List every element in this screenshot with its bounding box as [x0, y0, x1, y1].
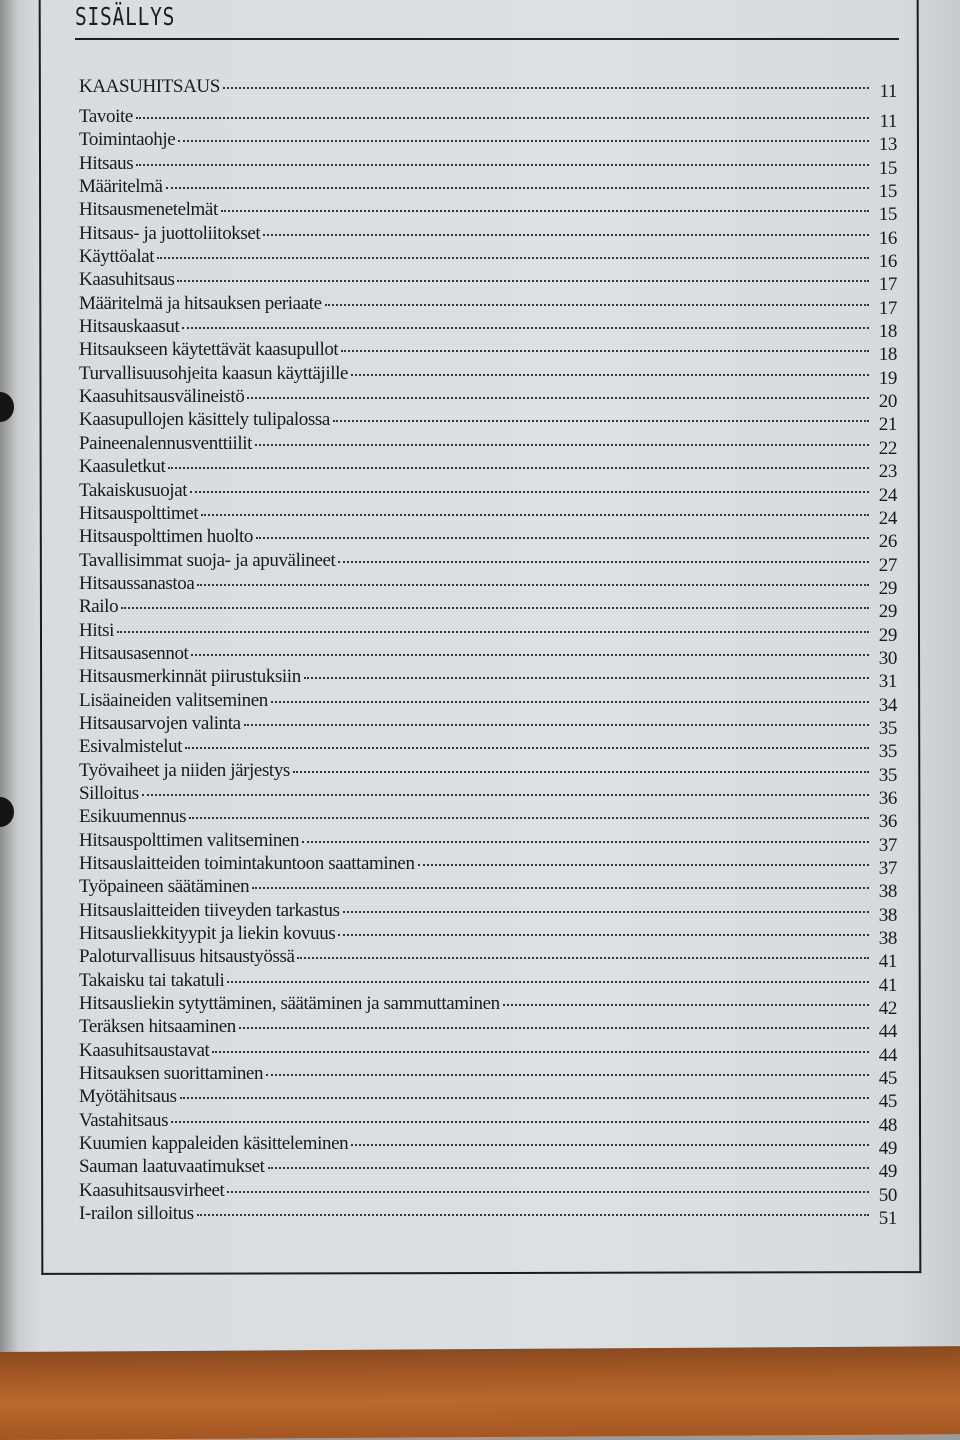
toc-page-number: 35 — [878, 741, 897, 763]
toc-entry-label: Sauman laatuvaatimukset — [79, 1156, 265, 1178]
toc-page-number: 27 — [878, 554, 897, 576]
dot-leader — [338, 934, 869, 936]
dot-leader — [338, 561, 869, 563]
toc-entry-label: Työpaineen säätäminen — [79, 876, 250, 898]
toc-page-number: 42 — [878, 998, 897, 1020]
dot-leader — [171, 1121, 869, 1123]
toc-entry — [79, 666, 897, 693]
toc-entry — [79, 806, 897, 833]
dot-leader — [117, 631, 869, 633]
dot-leader — [244, 724, 869, 726]
toc-entry-label: Määritelmä ja hitsauksen periaate — [79, 292, 322, 314]
toc-entry — [79, 782, 897, 809]
toc-entry-label: Vastahitsaus — [79, 1109, 169, 1131]
dot-leader — [503, 1004, 869, 1006]
toc-entry-label: Kaasuhitsaus — [79, 269, 175, 291]
toc-entry — [79, 946, 897, 973]
toc-entry-label: Kaasupullojen käsittely tulipalossa — [79, 409, 330, 431]
toc-page-number: 38 — [878, 928, 897, 950]
toc-entry — [79, 1179, 897, 1206]
dot-leader — [166, 187, 869, 189]
toc-entry-label: Myötähitsaus — [79, 1086, 177, 1108]
toc-entry — [79, 362, 897, 389]
toc-entry-label: I-railon silloitus — [79, 1203, 194, 1225]
dot-leader — [351, 1144, 869, 1146]
dot-leader — [293, 771, 869, 773]
toc-page-number: 45 — [878, 1091, 897, 1113]
dot-leader — [182, 327, 869, 329]
toc-entry-label: Työvaiheet ja niiden järjestys — [79, 759, 290, 781]
toc-entry-label: Paineenalennusventtiilit — [79, 432, 252, 454]
toc-page-number: 21 — [878, 414, 897, 436]
dot-leader — [271, 701, 869, 703]
toc-page-number: 13 — [878, 134, 897, 156]
dot-leader — [252, 887, 869, 889]
toc-entry-label: Esivalmistelut — [79, 736, 183, 758]
dot-leader — [325, 304, 869, 306]
dot-leader — [136, 117, 869, 119]
dot-leader — [136, 164, 869, 166]
toc-page-number: 35 — [878, 717, 897, 739]
toc-entry — [79, 712, 897, 739]
toc-entry-label: Hitsauspolttimet — [79, 502, 199, 524]
toc-entry-label: Kaasuhitsausvälineistö — [79, 386, 245, 408]
toc-entry-label: Railo — [79, 596, 119, 618]
toc-entry — [79, 409, 897, 436]
toc-entry — [79, 199, 897, 226]
toc-entry — [79, 129, 897, 156]
dot-leader — [343, 911, 869, 913]
toc-page-number: 20 — [878, 391, 897, 413]
toc-entry-label: Määritelmä — [79, 176, 163, 198]
toc-entry-label: Hitsaus- ja juottoliitokset — [79, 222, 261, 244]
toc-entry-label: Kaasuhitsaustavat — [79, 1039, 210, 1061]
title-rule — [75, 38, 899, 40]
toc-entry-label: Hitsauspolttimen valitseminen — [79, 829, 300, 851]
toc-page-number: 29 — [878, 624, 897, 646]
toc-page-number: 17 — [878, 297, 897, 319]
dot-leader — [418, 864, 869, 866]
toc-entry-label: Hitsauskaasut — [79, 316, 180, 338]
toc-entry — [79, 316, 897, 343]
dot-leader — [247, 397, 869, 399]
dot-leader — [297, 957, 869, 959]
toc-page-number: 16 — [878, 251, 897, 273]
dot-leader — [189, 817, 869, 819]
dot-leader — [341, 350, 869, 352]
toc-entry — [79, 596, 897, 623]
toc-entry-label: Hitsausmerkinnät piirustuksiin — [79, 666, 301, 688]
toc-entry — [79, 1109, 897, 1136]
toc-entry — [79, 829, 897, 856]
toc-page-number: 15 — [878, 157, 897, 179]
toc-entry-label: Hitsauslaitteiden tiiveyden tarkastus — [79, 899, 340, 921]
toc-page-number: 38 — [878, 881, 897, 903]
toc-page-number: 15 — [878, 204, 897, 226]
dot-leader — [263, 234, 869, 236]
toc-page-number: 18 — [878, 321, 897, 343]
toc-page-number: 51 — [878, 1208, 897, 1230]
toc-page-number: 17 — [878, 274, 897, 296]
toc-page-number: 29 — [878, 577, 897, 599]
toc-page-number: 37 — [878, 834, 897, 856]
toc-entry — [79, 269, 897, 296]
toc-page-number: 31 — [878, 671, 897, 693]
toc-entry — [79, 993, 897, 1020]
dot-leader — [180, 1097, 869, 1099]
toc-entry-label: Hitsausmenetelmät — [79, 199, 218, 221]
toc-page-number: 45 — [878, 1068, 897, 1090]
dot-leader — [212, 1051, 869, 1053]
toc-page-number: 49 — [878, 1161, 897, 1183]
dot-leader — [185, 747, 869, 749]
toc-entry — [79, 689, 897, 716]
dot-leader — [255, 444, 869, 446]
toc-page-number: 23 — [878, 461, 897, 483]
toc-page-number: 49 — [878, 1138, 897, 1160]
toc-entry-label: Paloturvallisuus hitsaustyössä — [79, 946, 295, 968]
toc-entry-label: Kaasuletkut — [79, 456, 166, 478]
toc-entry — [79, 176, 897, 203]
dot-leader — [168, 467, 869, 469]
toc-entry — [79, 619, 897, 646]
toc-page-number: 11 — [879, 111, 897, 132]
toc-entry — [79, 1063, 897, 1090]
dot-leader — [239, 1027, 869, 1029]
dot-leader — [121, 607, 869, 609]
toc-entry — [79, 1086, 897, 1113]
toc-entry — [79, 339, 897, 366]
toc-entry-label: Hitsaus — [79, 152, 134, 174]
toc-entry-label: Silloitus — [79, 782, 139, 804]
dot-leader — [302, 841, 869, 843]
table-of-contents — [79, 76, 897, 1230]
toc-entry-label: Turvallisuusohjeita kaasun käyttäjille — [79, 362, 349, 384]
toc-entry — [79, 1203, 897, 1230]
toc-entry-label: Hitsausliekkityypit ja liekin kovuus — [79, 923, 336, 945]
toc-entry-label: Takaiskusuojat — [79, 479, 188, 501]
toc-entry-label: Takaisku tai takatuli — [79, 969, 225, 991]
toc-entry — [79, 292, 897, 319]
toc-page-number: 48 — [878, 1114, 897, 1136]
toc-entry — [79, 876, 897, 903]
toc-entry — [79, 526, 897, 553]
toc-entry — [79, 456, 897, 483]
punch-hole — [0, 392, 14, 422]
dot-leader — [201, 514, 869, 516]
toc-entry-label: Teräksen hitsaaminen — [79, 1016, 236, 1038]
toc-page-number: 18 — [878, 344, 897, 366]
page-title: SISÄLLYS — [75, 2, 176, 31]
toc-entry — [79, 222, 897, 249]
toc-entry — [79, 1156, 897, 1183]
toc-entry — [79, 502, 897, 529]
dot-leader — [304, 677, 869, 679]
dot-leader — [221, 210, 869, 212]
toc-entry-label: Hitsi — [79, 619, 114, 641]
toc-page-number: 38 — [878, 904, 897, 926]
toc-entry — [79, 642, 897, 669]
toc-page-number: 35 — [878, 764, 897, 786]
toc-entry-label: Kaasuhitsausvirheet — [79, 1179, 225, 1201]
toc-page-number: 50 — [878, 1184, 897, 1206]
toc-page-number: 41 — [878, 951, 897, 973]
toc-entry-label: Kuumien kappaleiden käsitteleminen — [79, 1133, 349, 1155]
toc-entry — [79, 549, 897, 576]
toc-entry — [79, 1133, 897, 1160]
toc-entry — [79, 736, 897, 763]
toc-entry — [79, 106, 897, 132]
dot-leader — [190, 491, 869, 493]
dot-leader — [197, 584, 869, 586]
toc-entry — [79, 76, 897, 106]
toc-page-number: 36 — [878, 811, 897, 833]
toc-entry-label: Hitsaukseen käytettävät kaasupullot — [79, 339, 339, 361]
toc-entry-label: Hitsausarvojen valinta — [79, 712, 241, 734]
dot-leader — [333, 420, 869, 422]
toc-entry — [79, 1016, 897, 1043]
dot-leader — [351, 374, 869, 376]
wooden-table — [0, 1346, 960, 1440]
toc-page-number: 44 — [878, 1021, 897, 1043]
toc-entry-label: KAASUHITSAUS — [79, 76, 220, 97]
dot-leader — [191, 654, 869, 656]
toc-entry-label: Hitsauksen suorittaminen — [79, 1063, 264, 1085]
toc-page-number: 34 — [878, 694, 897, 716]
dot-leader — [157, 257, 869, 259]
toc-page-number: 41 — [878, 974, 897, 996]
dot-leader — [256, 537, 869, 539]
toc-page-number: 30 — [878, 647, 897, 669]
toc-page-number: 29 — [878, 601, 897, 623]
dot-leader — [178, 140, 869, 142]
dot-leader — [223, 87, 869, 89]
punch-hole — [0, 797, 14, 827]
dot-leader — [177, 280, 869, 282]
toc-entry-label: Hitsausliekin sytyttäminen, säätäminen ja sammuttaminen — [79, 993, 500, 1015]
toc-entry — [79, 1039, 897, 1066]
toc-entry — [79, 479, 897, 506]
toc-page-number: 26 — [878, 531, 897, 553]
toc-page-number: 11 — [879, 81, 897, 102]
toc-page-number: 22 — [878, 437, 897, 459]
toc-entry — [79, 572, 897, 599]
dot-leader — [227, 981, 869, 983]
dot-leader — [227, 1191, 869, 1193]
toc-entry-label: Hitsauslaitteiden toimintakuntoon saattaminen — [79, 853, 415, 874]
dot-leader — [266, 1074, 869, 1076]
toc-entry-label: Toimintaohje — [79, 129, 176, 151]
toc-entry-label: Hitsausasennot — [79, 642, 189, 664]
dot-leader — [197, 1214, 869, 1216]
toc-entry — [79, 899, 897, 926]
toc-entry — [79, 152, 897, 179]
toc-entry — [79, 853, 897, 879]
toc-entry — [79, 759, 897, 786]
toc-entry-label: Tavallisimmat suoja- ja apuvälineet — [79, 549, 336, 571]
toc-entry — [79, 246, 897, 273]
toc-page-number: 44 — [878, 1044, 897, 1066]
dot-leader — [142, 794, 869, 796]
toc-page-number: 24 — [878, 484, 897, 506]
toc-entry — [79, 969, 897, 996]
toc-page-number: 15 — [878, 181, 897, 203]
toc-entry-label: Esikuumennus — [79, 806, 187, 828]
toc-entry — [79, 386, 897, 413]
toc-entry-label: Käyttöalat — [79, 246, 155, 268]
toc-page-number: 16 — [878, 227, 897, 249]
toc-page-number: 36 — [878, 787, 897, 809]
toc-entry-label: Hitsaussanastoa — [79, 572, 195, 594]
toc-entry-label: Hitsauspolttimen huolto — [79, 526, 253, 548]
toc-entry — [79, 432, 897, 459]
toc-page-number: 24 — [878, 507, 897, 529]
dot-leader — [268, 1167, 870, 1169]
toc-entry — [79, 923, 897, 950]
toc-page-number: 19 — [878, 367, 897, 389]
toc-page-number: 37 — [878, 858, 897, 879]
toc-entry-label: Lisäaineiden valitseminen — [79, 689, 268, 711]
toc-entry-label: Tavoite — [79, 106, 133, 127]
